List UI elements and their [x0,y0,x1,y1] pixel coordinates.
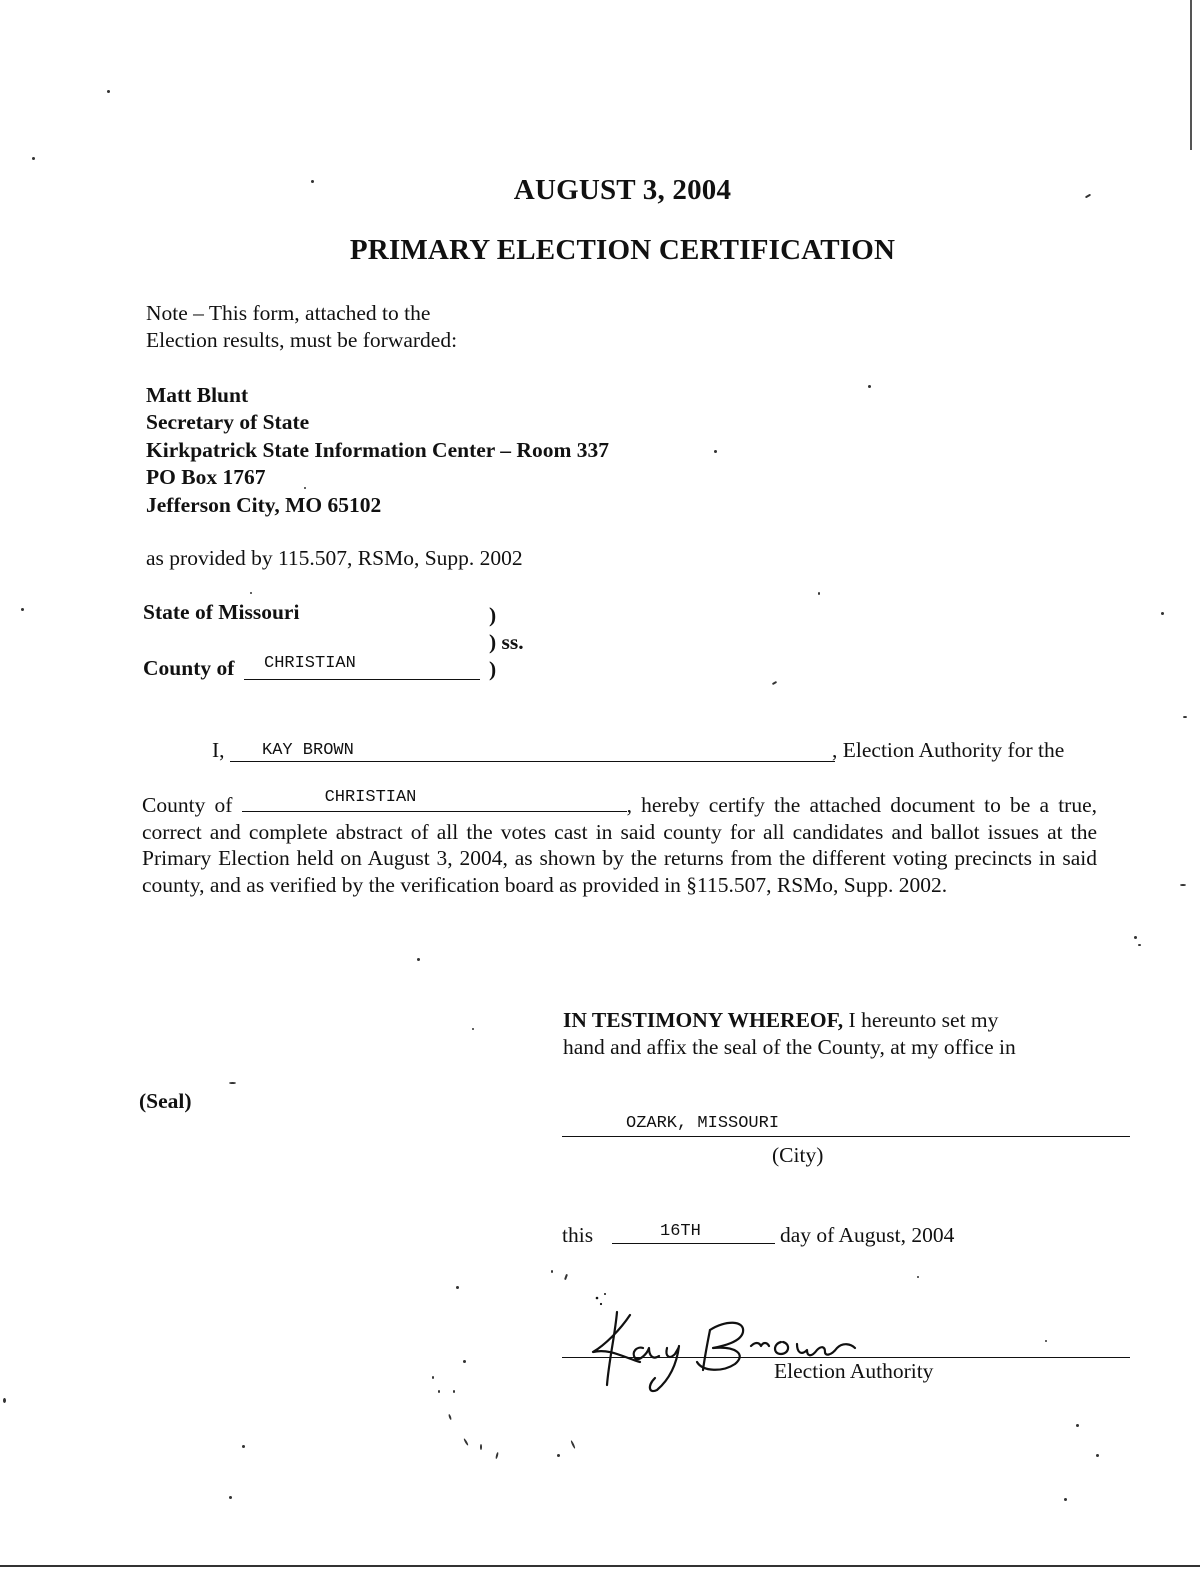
speck [456,1286,459,1289]
testimony-rest: I hereunto set my [843,1008,999,1032]
speck [564,1274,568,1280]
para-county-label: County of [142,793,233,817]
speck [463,1438,469,1446]
address-city: Jefferson City, MO 65102 [146,493,382,517]
venue-paren-top: ) [489,603,497,627]
speck [311,180,314,183]
speck [250,592,252,594]
address-building: Kirkpatrick State Information Center – Room 337 [146,438,609,462]
speck [1096,1454,1099,1457]
testimony-line-1 [563,1007,998,1034]
speck [438,1390,440,1393]
state-label: State of Missouri [143,600,300,624]
venue-ss: ) ss. [489,630,524,654]
authority-name-value: KAY BROWN [262,741,354,760]
para-body: , hereby certify the attached document to be a true, correct and complete abstract of all the votes cast in said county for all candidates and ballot issues at the Primary Election held on August 3, 2004, as shown by the returns from the different voting precincts in said county, and as verified by the verification board as provided in §115.507, RSMo, Supp. 2002. [142,793,1098,897]
scan-edge-bottom [0,1565,1200,1567]
county-underline [244,679,480,680]
speck [304,487,306,489]
testimony-lead: IN TESTIMONY WHEREOF, [563,1008,844,1032]
county-label: County of [143,656,235,680]
county-value: CHRISTIAN [264,654,356,673]
speck [417,958,420,961]
testimony-line-2: hand and affix the seal of the County, at my office in [563,1035,1016,1059]
speck [448,1414,452,1420]
speck [495,1452,499,1459]
city-underline [562,1136,1130,1137]
city-value: OZARK, MISSOURI [626,1114,780,1133]
speck [229,1082,236,1084]
speck [551,1270,553,1273]
seal-label: (Seal) [139,1089,192,1113]
certify-prefix: I, [212,738,225,762]
day-value: 16TH [660,1222,701,1241]
speck [107,90,110,93]
speck [453,1390,455,1393]
speck [242,1445,245,1448]
address-office: Secretary of State [146,410,310,434]
note-line-2: Election results, must be forwarded: [146,328,458,352]
date-suffix: day of August, 2004 [780,1223,955,1247]
speck [557,1454,560,1457]
venue-paren-bottom: ) [489,657,497,681]
authority-name-underline [230,761,835,762]
speck [570,1440,576,1449]
speck [772,681,777,685]
speck [229,1496,232,1499]
speck [1134,936,1137,939]
speck [1183,716,1187,718]
document-title: PRIMARY ELECTION CERTIFICATION [349,234,896,266]
date-prefix: this [562,1223,594,1247]
speck [1138,944,1141,946]
scan-edge-right [1190,0,1192,150]
speck [1180,884,1186,886]
speck [472,1028,474,1030]
speck [1064,1498,1067,1501]
speck [32,157,35,160]
speck [1161,612,1164,615]
authority-suffix: , Election Authority for the [832,738,1065,762]
signature-caption: Election Authority [774,1359,934,1383]
address-name: Matt Blunt [146,383,249,407]
speck [818,592,820,595]
day-underline [612,1243,775,1244]
speck [3,1398,6,1403]
speck [1076,1424,1079,1427]
speck [480,1444,482,1450]
speck [432,1376,434,1379]
para-county-underline [242,787,627,812]
address-po-box: PO Box 1767 [146,465,266,489]
election-date-heading: AUGUST 3, 2004 [513,174,732,206]
speck [1045,1340,1047,1342]
speck [917,1276,919,1278]
speck [714,450,717,453]
note-line-1: Note – This form, attached to the [146,301,431,325]
speck [463,1360,466,1363]
para-county-value: CHRISTIAN [324,787,417,807]
speck [21,608,24,611]
certification-paragraph [142,787,1098,898]
statute-reference: as provided by 115.507, RSMo, Supp. 2002 [146,546,523,570]
speck [868,385,871,388]
city-caption: (City) [772,1143,824,1167]
